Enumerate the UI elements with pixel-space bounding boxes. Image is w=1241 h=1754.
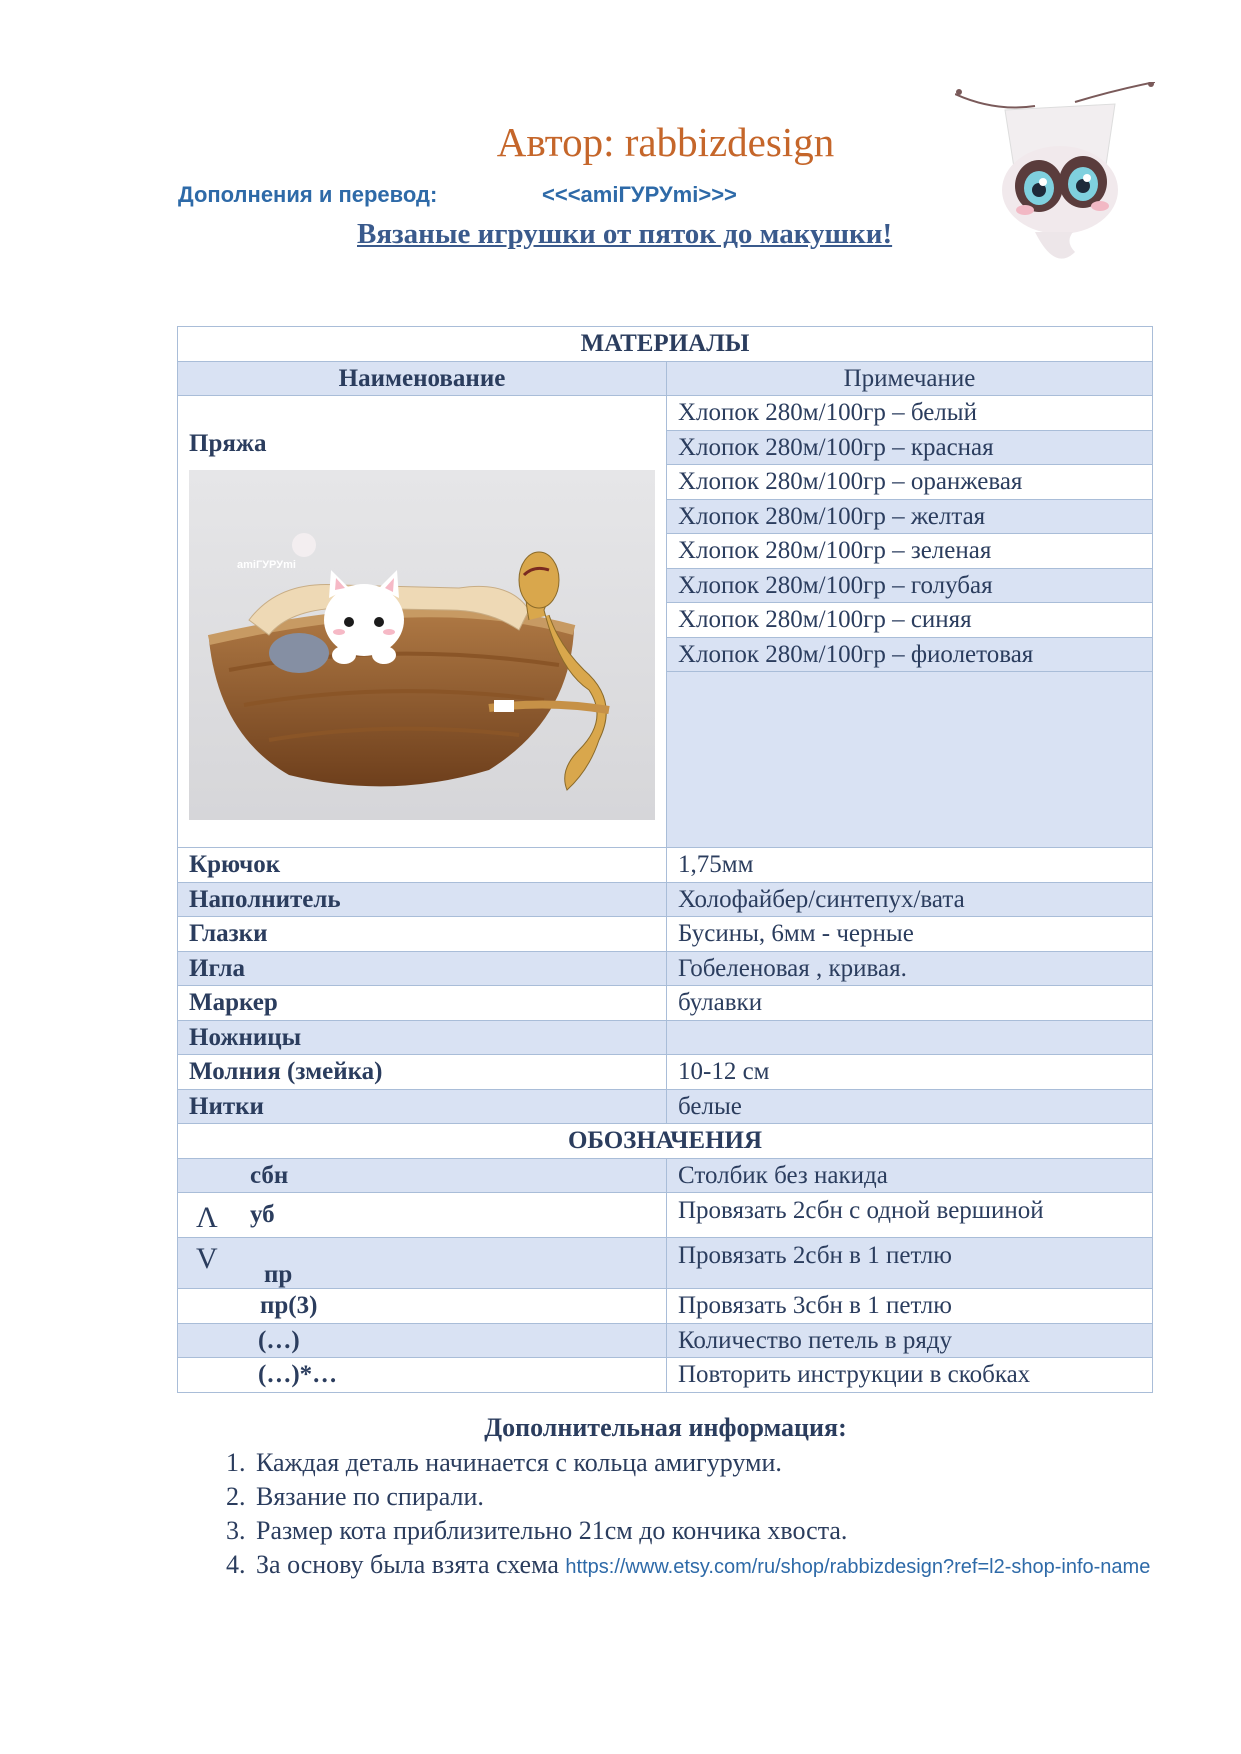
material-name: Маркер <box>178 986 667 1021</box>
legend-code <box>178 1358 667 1393</box>
legend-code-text: пр(3) <box>260 1292 318 1319</box>
info-item: 2. Вязание по спирали. <box>252 1480 1212 1514</box>
material-name: Игла <box>178 951 667 986</box>
legend-code-text: сбн <box>250 1161 289 1189</box>
legend-code <box>178 1289 667 1324</box>
material-note: Холофайбер/синтепух/вата <box>667 882 1153 917</box>
yarn-note-5: Хлопок 280м/100гр – голубая <box>667 568 1153 603</box>
material-note: булавки <box>667 986 1153 1021</box>
material-note: 1,75мм <box>667 848 1153 883</box>
material-name: Ножницы <box>178 1020 667 1055</box>
legend-code <box>178 1158 667 1193</box>
material-name: Молния (змейка) <box>178 1055 667 1090</box>
increase-symbol-icon: V <box>196 1242 218 1275</box>
legend-desc: Столбик без накида <box>667 1158 1153 1193</box>
etsy-link[interactable]: https://www.etsy.com/ru/shop/rabbizdesign?ref=l2-shop-info-name <box>565 1556 1151 1578</box>
yarn-note-0: Хлопок 280м/100гр – белый <box>667 396 1153 431</box>
yarn-note-filler <box>667 672 1153 848</box>
material-note <box>667 1020 1153 1055</box>
legend-code-text: пр <box>264 1260 293 1288</box>
brand-name: <<<amiГУРУmi>>> <box>542 182 737 207</box>
material-name: Глазки <box>178 917 667 952</box>
info-item <box>252 1548 1212 1584</box>
translation-label: Дополнения и перевод: <box>178 182 438 207</box>
column-header-name: Наименование <box>178 361 667 396</box>
material-name: Крючок <box>178 848 667 883</box>
legend-desc: Провязать 2сбн в 1 петлю <box>667 1238 1153 1289</box>
info-item-text: За основу была взята схема <box>256 1550 566 1579</box>
mascot-logo-icon <box>955 82 1155 272</box>
info-list <box>200 1446 1212 1584</box>
material-note: Гобеленовая , кривая. <box>667 951 1153 986</box>
legend-title: ОБОЗНАЧЕНИЯ <box>178 1124 1153 1159</box>
material-note: Бусины, 6мм - черные <box>667 917 1153 952</box>
author-title: Автор: rabbizdesign <box>496 119 835 165</box>
yarn-note-1: Хлопок 280м/100гр – красная <box>667 430 1153 465</box>
decrease-symbol-icon: Ʌ <box>196 1201 218 1235</box>
yarn-cell <box>178 396 667 848</box>
material-name: Нитки <box>178 1089 667 1124</box>
translation-line <box>178 182 737 208</box>
legend-code-text: (…) <box>258 1326 300 1354</box>
legend-desc: Провязать 3сбн в 1 петлю <box>667 1289 1153 1324</box>
product-photo <box>189 470 655 820</box>
materials-title: МАТЕРИАЛЫ <box>178 327 1153 362</box>
legend-code <box>178 1323 667 1358</box>
legend-desc: Провязать 2сбн с одной вершиной <box>667 1193 1153 1238</box>
yarn-note-3: Хлопок 280м/100гр – желтая <box>667 499 1153 534</box>
materials-table <box>177 326 1153 1393</box>
yarn-note-4: Хлопок 280м/100гр – зеленая <box>667 534 1153 569</box>
yarn-label: Пряжа <box>189 430 267 457</box>
column-header-note: Примечание <box>667 361 1153 396</box>
info-item: 3. Размер кота приблизительно 21см до кончика хвоста. <box>252 1514 1212 1548</box>
legend-desc: Количество петель в ряду <box>667 1323 1153 1358</box>
yarn-note-2: Хлопок 280м/100гр – оранжевая <box>667 465 1153 500</box>
legend-code-text: уб <box>250 1201 275 1229</box>
legend-code-text: (…)*… <box>258 1361 338 1388</box>
yarn-note-7: Хлопок 280м/100гр – фиолетовая <box>667 637 1153 672</box>
material-note: 10-12 см <box>667 1055 1153 1090</box>
yarn-note-6: Хлопок 280м/100гр – синяя <box>667 603 1153 638</box>
info-item: 1. Каждая деталь начинается с кольца амигуруми. <box>252 1446 1212 1480</box>
material-name: Наполнитель <box>178 882 667 917</box>
photo-watermark: amiГУРУmi <box>237 558 296 571</box>
legend-desc: Повторить инструкции в скобках <box>667 1358 1153 1393</box>
info-title: Дополнительная информация: <box>484 1413 847 1442</box>
material-note: белые <box>667 1089 1153 1124</box>
legend-code <box>178 1193 667 1238</box>
legend-code <box>178 1238 667 1289</box>
tagline: Вязаные игрушки от пяток до макушки! <box>357 218 893 250</box>
